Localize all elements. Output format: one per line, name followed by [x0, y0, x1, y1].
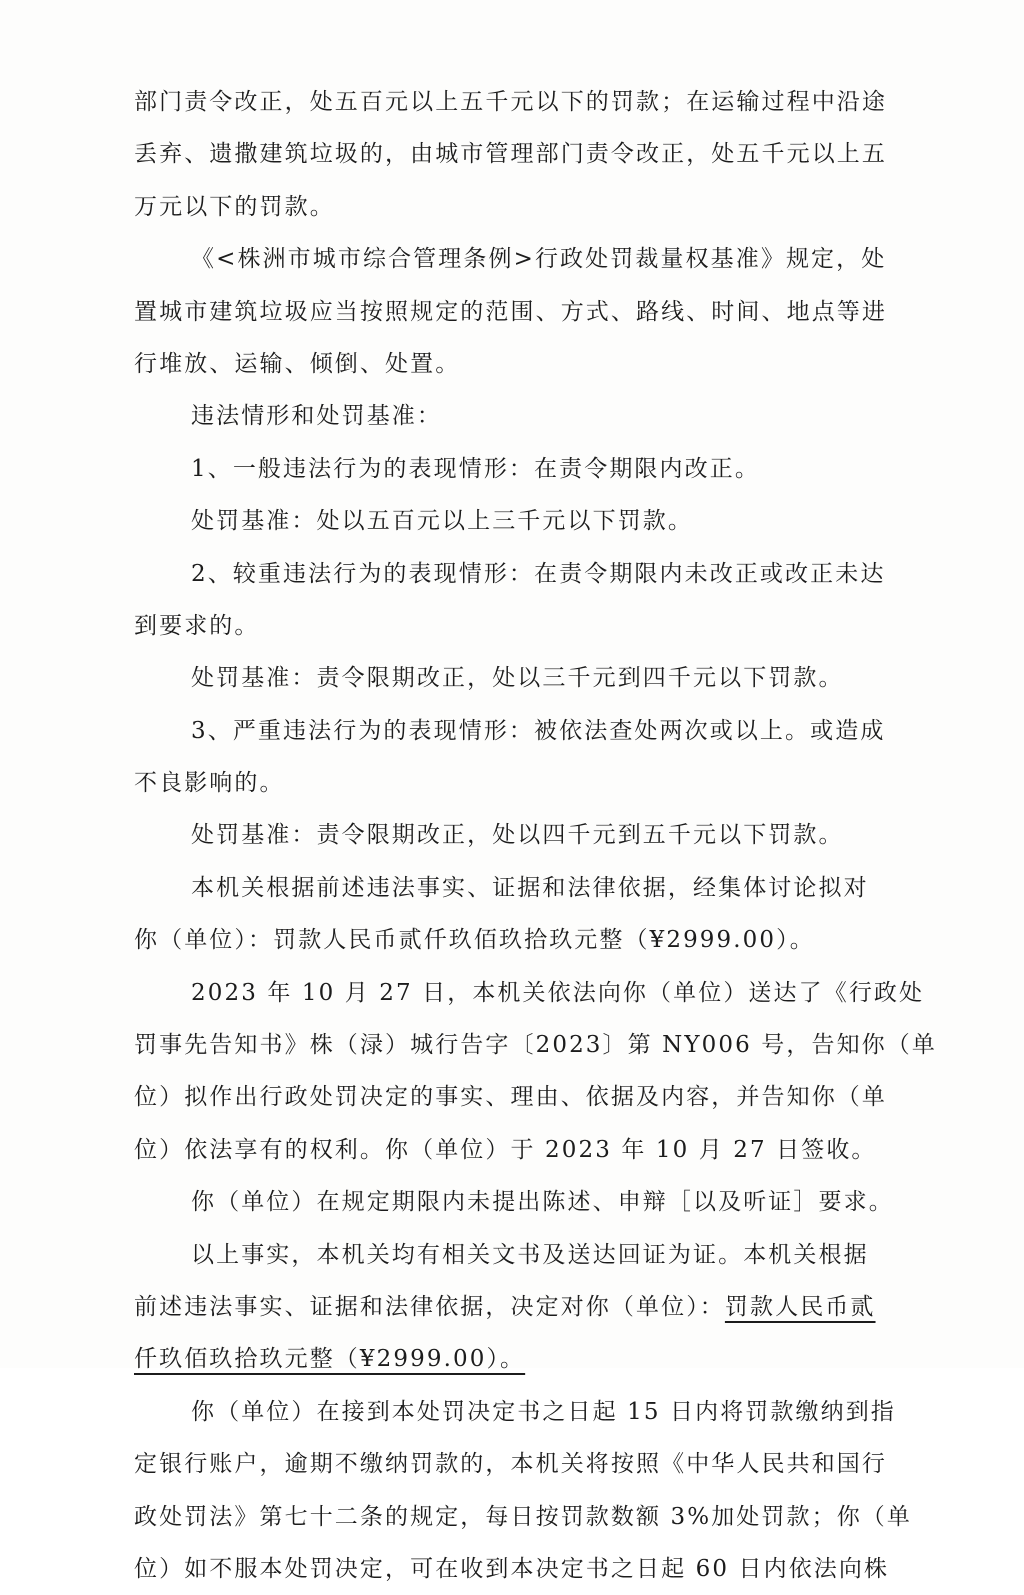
text-line: 《<株洲市城市综合管理条例>行政处罚裁量权基准》规定，处 [191, 246, 887, 273]
text-line: 处罚基准：责令限期改正，处以四千元到五千元以下罚款。 [191, 822, 844, 849]
text-line: 2、较重违法行为的表现情形：在责令期限内未改正或改正未达 [191, 560, 886, 587]
text-line: 行堆放、运输、倾倒、处置。 [134, 350, 461, 377]
text-line: 本机关根据前述违法事实、证据和法律依据，经集体讨论拟对 [191, 874, 869, 901]
text-line: 置城市建筑垃圾应当按照规定的范围、方式、路线、时间、地点等进 [134, 298, 887, 325]
text-line: 万元以下的罚款。 [134, 193, 335, 220]
text-line: 丢弃、遗撒建筑垃圾的，由城市管理部门责令改正，处五千元以上五 [134, 141, 887, 168]
text-line [134, 1333, 874, 1385]
text-line: 处罚基准：处以五百元以上三千元以下罚款。 [191, 508, 693, 535]
decision-text: 前述违法事实、证据和法律依据，决定对你（单位）： [134, 1293, 725, 1320]
text-line: 政处罚法》第七十二条的规定，每日按罚款数额 3%加处罚款；你（单 [134, 1503, 912, 1530]
document-body [134, 76, 937, 1595]
text-line: 你（单位）在规定期限内未提出陈述、申辩［以及听证］要求。 [191, 1189, 894, 1216]
text-line [134, 1281, 874, 1333]
text-line: 1、一般违法行为的表现情形：在责令期限内改正。 [191, 455, 760, 482]
text-line: 处罚基准：责令限期改正，处以三千元到四千元以下罚款。 [191, 665, 844, 692]
text-line: 不良影响的。 [134, 770, 285, 797]
text-line: 部门责令改正，处五百元以上五千元以下的罚款；在运输过程中沿途 [134, 89, 887, 115]
fine-amount-underlined: 仟玖佰玖拾玖元整（¥2999.00）。 [134, 1346, 526, 1373]
text-line: 位）如不服本处罚决定，可在收到本决定书之日起 60 日内依法向株 [134, 1555, 890, 1582]
text-line: 定银行账户，逾期不缴纳罚款的，本机关将按照《中华人民共和国行 [134, 1451, 887, 1478]
text-line: 你（单位）在接到本处罚决定书之日起 15 日内将罚款缴纳到指 [191, 1398, 896, 1425]
text-line: 3、严重违法行为的表现情形：被依法查处两次或以上。或造成 [191, 717, 886, 744]
text-line: 你（单位）：罚款人民币贰仟玖佰玖拾玖元整（¥2999.00）。 [134, 927, 815, 954]
text-line: 违法情形和处罚基准： [191, 403, 442, 430]
fine-decision-underlined: 罚款人民币贰 [724, 1293, 876, 1320]
text-line: 以上事实，本机关均有相关文书及送达回证为证。本机关根据 [191, 1241, 869, 1268]
text-line: 位）依法享有的权利。你（单位）于 2023 年 10 月 27 日签收。 [134, 1136, 877, 1163]
text-line: 到要求的。 [134, 612, 260, 639]
text-line: 位）拟作出行政处罚决定的事实、理由、依据及内容，并告知你（单 [134, 1084, 887, 1111]
text-line: 2023 年 10 月 27 日，本机关依法向你（单位）送达了《行政处 [191, 979, 925, 1006]
text-line: 罚事先告知书》株（渌）城行告字〔2023〕第 NY006 号，告知你（单 [134, 1032, 937, 1059]
